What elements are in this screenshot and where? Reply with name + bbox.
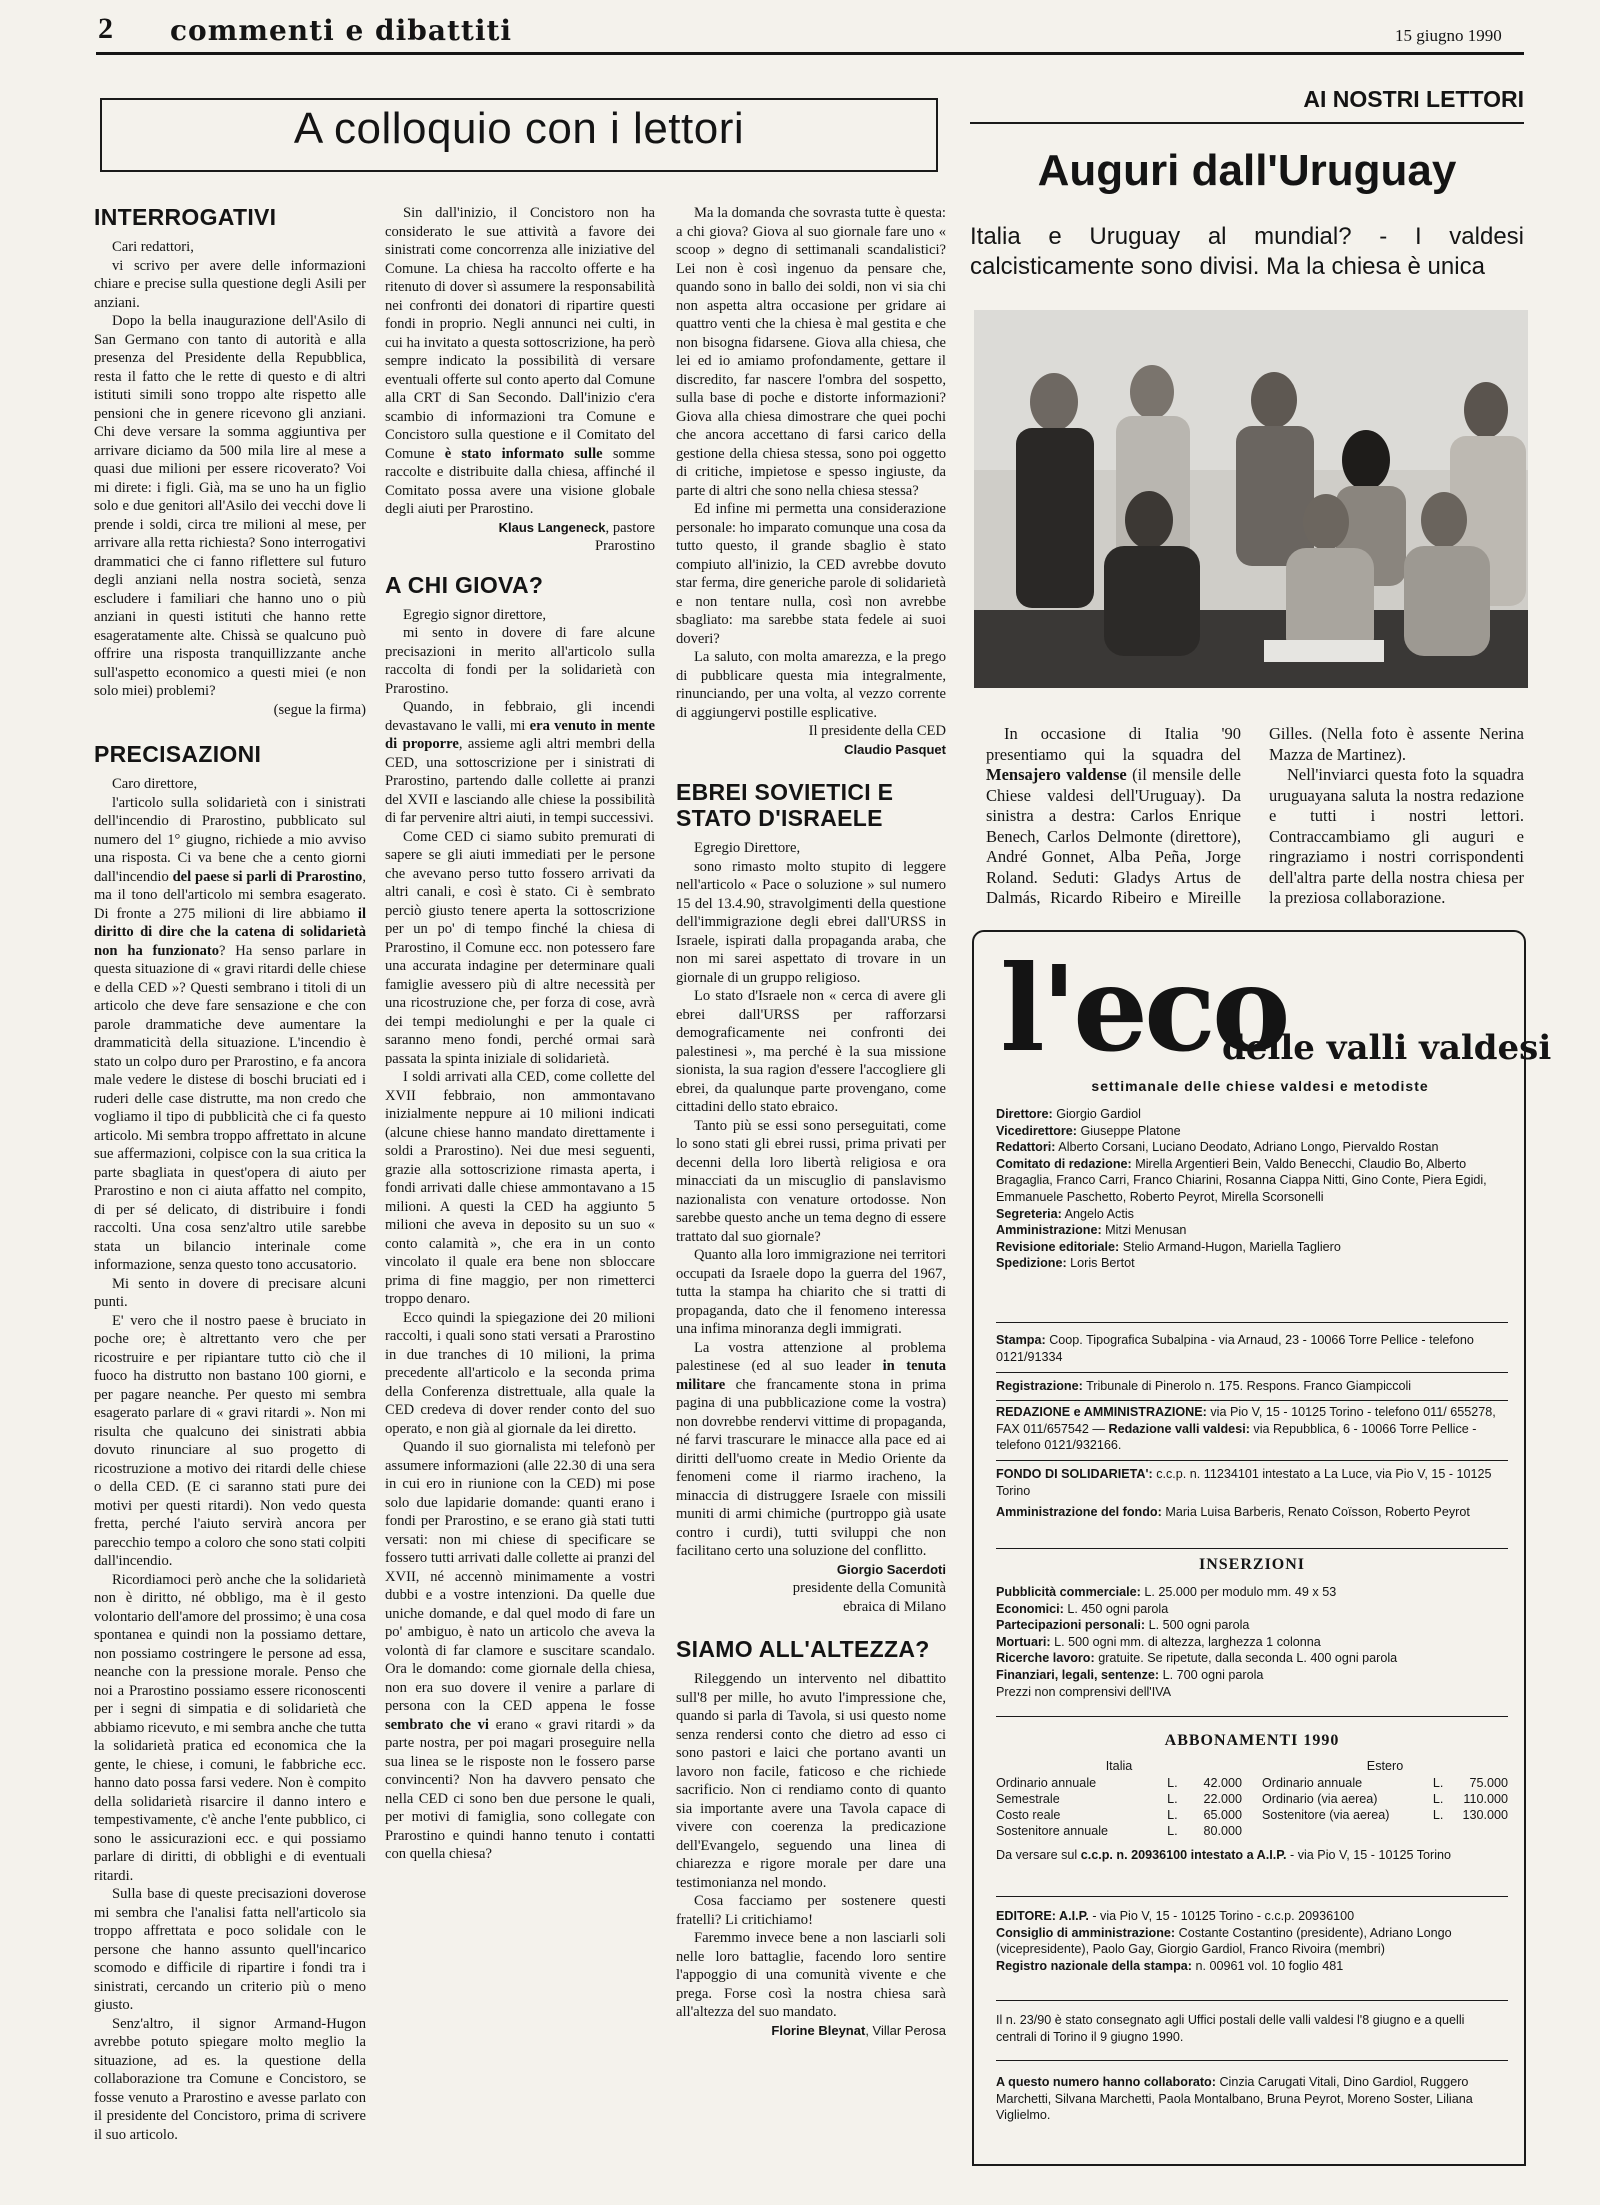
eco-logo-subtitle: delle valli valdesi — [1222, 1028, 1552, 1068]
paragraph: Ricordiamoci però anche che la solidarietà non è diritto, né obbligo, ma è il gesto volontario dell'amore del prossimo; è una cosa spontanea e quindi non la possiamo dettare, non possiamo costringere le persone ad essa, neanche con la pressione morale. Penso che noi a Prarostino possiamo essere riconoscenti per i segni di simpatia e di solidarietà che abbiamo ricevuto, e mi sembra anche che tutta la solidarietà pratica ed economica che la gente, le chiese, i comuni, le fabbriche ecc. hanno dato possa farsi vedere. Non è compito della solidarietà risarcire il danno intero e tempestivamente, c'è anche l'ente pubblico, ci sono le assicurazioni ecc. e qui possiamo parlare di diritti, di obblighi e di eventuali ritardi. — [94, 1571, 366, 1884]
text-run: ? Ha senso parlare in questa situazione di « gravi ritardi delle chiese e della CED »? Questi sembrano i titoli di un articolo che deve fare sensazione e che con parole drammatiche deve aumentare la drammaticità della situazione. L'incendio è stato un colpo duro per Prarostino, e fa ancora male vedere le distese di boschi bruciati ed i ruderi delle case distrutte, ma non credo che vogliamo il tipo di pubblicità che ci fa questo articolo. Mi sembra troppo affrettato in alcune sue affermazioni, colpisce con la sua critica la parte sbagliata in quest'opera di aiuto per Prarostino e non ci aiuta affatto nel compito, di per sé delicato, di distribuire i fondi raccolti. Una cosa senz'altro utile sarebbe stata un bilancio interinale come informazione, senza questo tono accusatorio. — [94, 942, 366, 1273]
section-rule — [970, 122, 1524, 124]
registrazione-label: Registrazione: — [996, 1379, 1083, 1393]
stampa-row — [996, 1332, 1508, 1365]
inserzione-label: Mortuari: — [996, 1634, 1051, 1649]
text-run: (il mensile delle Chiese valdesi dell'Uruguay). Da sinistra a destra: Carlos Enrique Benech, Carlos Delmonte (direttore), André Gonnet, Alba Peña, Jorge Roland. Seduti: Gladys Artus de Dalmás, Ricardo Ribeiro e Mireille Gilles. (Nella foto è assente Nerina Mazza de Martinez). — [986, 724, 1524, 907]
registrazione-row — [996, 1378, 1508, 1395]
inserzione-label: Pubblicità commerciale: — [996, 1585, 1141, 1599]
collab-row — [996, 2074, 1508, 2124]
inserzione-label: Economici: — [996, 1601, 1064, 1616]
table-row — [1262, 1807, 1508, 1823]
staff-label: Amministrazione: — [996, 1223, 1102, 1238]
inserzione-value: L. 25.000 per modulo mm. 49 x 53 — [1144, 1585, 1337, 1599]
estero-table — [1262, 1775, 1508, 1823]
bold-run: era venuto in mente di proporre — [385, 717, 655, 752]
redazione-valli-value: via Repubblica, 6 - 10066 Torre Pellice - telefono 0121/932166. — [996, 1421, 1477, 1453]
bold-run: sembrato che vi — [385, 1716, 489, 1733]
fondo-info — [996, 1466, 1508, 1521]
inserzione-label: Ricerche lavoro: — [996, 1651, 1095, 1666]
divider — [996, 2000, 1508, 2001]
registro-value: n. 00961 vol. 10 foglio 481 — [1195, 1958, 1344, 1973]
staff-row — [996, 1206, 1508, 1223]
print-info — [996, 1332, 1508, 1365]
staff-value: Alberto Corsani, Luciano Deodato, Adriano Longo, Piervaldo Rostan — [1058, 1140, 1439, 1155]
divider — [996, 1372, 1508, 1373]
paragraph: I soldi arrivati alla CED, come collette del XVII febbraio, non ammontavano inizialmente neppure ai 10 milioni indicati (alcune chiese hanno mandato direttamente i soldi a Prarostino). Nei due mesi seguenti, grazie alla sottoscrizione rimasta aperta, i fondi arrivati dalle chiese ammontavano a 15 milioni. A questi la CED ha aggiunto 5 milioni che aveva in deposito su un suo « conto calamità », che era in un conto vincolato il quale era bene non sbloccare prima di fine maggio, per non rimetterci troppo denaro. — [385, 1069, 655, 1307]
inserzioni-list — [996, 1584, 1508, 1700]
versare-note — [996, 1847, 1508, 1864]
registrazione-value: Tribunale di Pinerolo n. 175. Respons. Franco Giampiccoli — [1086, 1379, 1412, 1393]
consiglio-label: Consiglio di amministrazione: — [996, 1925, 1176, 1940]
abb-label: Ordinario (via aerea) — [1262, 1791, 1378, 1806]
bold-run: c.c.p. n. 20936100 intestato a A.I.P. — [1080, 1847, 1287, 1862]
editore-value: - via Pio V, 15 - 10125 Torino - c.c.p. 20936100 — [1088, 1909, 1355, 1923]
section-label: AI NOSTRI LETTORI — [1303, 86, 1524, 112]
divider — [996, 1460, 1508, 1461]
group-photo — [974, 310, 1528, 688]
paragraph: Senz'altro, il signor Armand-Hugon avrebbe potuto spiegare molto meglio la situazione, ad es. la questione della collaborazione tra Comune e Concistoro, se fosse venuto a Prarostino e avesse parlato con il presidente del Concistoro, prima di scrivere il suo articolo. — [94, 2015, 366, 2143]
registro-label: Registro nazionale della stampa: — [996, 1958, 1192, 1973]
signer-place: , Villar Perosa — [865, 2022, 946, 2038]
text-run: Quando, in febbraio, gli incendi devastavano le valli, mi — [385, 699, 655, 734]
abb-label: Costo reale — [996, 1807, 1061, 1822]
abb-label: Sostenitore annuale — [996, 1823, 1109, 1838]
abb-currency: L. — [1432, 1807, 1444, 1822]
inserzione-row — [996, 1667, 1508, 1684]
paragraph: E' vero che il nostro paese è bruciato in poche ore; è altrettanto vero che per ricostruire e per ripiantare tutto ciò che il fuoco ha distrutto non bastano 100 giorni, e per pagare neanche. Per questo mi sembra esagerato parlare di « gravi ritardi ». Non mi risulta che qualcuno dei sinistrati abbia dovuto rinunciare al suo progetto di ricostruzione a motivo dei ritardi delle chiese o della CED. (E ci saranno stati pure dei motivi per questi ritardi). Non vedo questa fretta, perché l'aiuto servirà ancora per parecchio tempo a coloro che sono stati colpiti dall'incendio. — [94, 1312, 366, 1569]
abb-currency: L. — [1167, 1807, 1178, 1822]
paragraph — [385, 1438, 655, 1864]
issue-note — [996, 2012, 1508, 2045]
paragraph: Rileggendo un intervento nel dibattito sull'8 per mille, ho avuto l'impressione che, quando si parla di Tavola, si usi questo nome senza rendersi conto che dietro ad esso ci sono pastori e laici che portano avanti un lavoro non facile, faticoso e che richiede sacrificio. Non ci rendiamo conto di quanto sia importante avere una Tavola capace di vivere con coerenza la predicazione dell'Evangelo, seguendo una linea di chiarezza e rigore morale per dare una testimonianza nel mondo. — [676, 1671, 946, 1891]
paragraph: Lo stato d'Israele non « cerca di avere gli ebrei dall'URSS per rafforzarsi demograficamente nei confronti dei palestinesi », ma perché è la sua missione sionista, la sua ragion d'essere l'accogliere gli ebrei, da qualunque parte provengano, come cittadini dello stato ebraico. — [676, 988, 946, 1115]
bold-run: è stato informato sulle — [444, 445, 603, 462]
signer-name: Giorgio Sacerdoti — [836, 1561, 946, 1577]
collaborators — [996, 2074, 1508, 2124]
paragraph: Tanto più se essi sono perseguitati, come lo sono stati gli ebrei russi, prima privati per decenni della loro libertà religiosa e ora minacciati da un miscuglio di panslavismo nazionalista con venature ortodosse. Non sarebbe questo anche un tema degno di essere trattato dal suo giornale? — [676, 1117, 946, 1245]
paragraph: Come CED ci siamo subito premurati di sapere se gli aiuti immediati per le persone che avevano perso tutto fossero arrivati da altri canali, e così è stato. Ci è sembrato perciò giusto tenere aperta la sottoscrizione per un po' di tempo finché la chiesa di Prarostino, il Comune ecc. non potessero fare una accurata indagine per determinare quali famiglie avessero più di altre necessità per una ricostruzione che, per forza di cose, avrà dei tempi mediolunghi e per la quale ci saranno meno fondi, perché ormai sarà passata la spinta iniziale di solidarietà. — [385, 828, 655, 1067]
caption-paragraph: Nell'inviarci questa foto la squadra uruguayana saluta la nostra redazione e tutti i nostri lettori. Contraccambiamo gli auguri e ringraziamo i nostri corrispondenti dell'altra parte della nostra chiesa per la preziosa collaborazione. — [1269, 765, 1524, 907]
staff-row — [996, 1123, 1508, 1140]
inserzione-row — [996, 1584, 1508, 1601]
staff-value: Mitzi Menusan — [1105, 1223, 1187, 1238]
abb-value: 65.000 — [1203, 1807, 1242, 1822]
signer-role: presidente della Comunità — [792, 1580, 946, 1596]
paragraph: La saluto, con molta amarezza, e la prego di pubblicare questa mia integralmente, rinunciando, per una volta, al vezzo corrente di aggiungervi postille esplicative. — [676, 649, 946, 721]
abb-currency: L. — [1167, 1823, 1178, 1838]
abb-value: 110.000 — [1463, 1791, 1508, 1806]
paragraph: Ed infine mi permetta una considerazione personale: ho imparato comunque una cosa da tutto questo, il grande sbaglio è stato compiuto all'inizio, la CED avrebbe dovuto star ferma, dire generiche parole di solidarietà e non tentare nulla, così non avrebbe sbagliato: ma sarebbe stata fedele ai suoi doveri? — [676, 501, 946, 647]
staff-row — [996, 1156, 1508, 1206]
amm-fondo-value: Maria Luisa Barberis, Renato Coïsson, Roberto Peyrot — [1165, 1505, 1470, 1520]
column-1 — [94, 204, 366, 2164]
italia-table — [996, 1775, 1242, 1839]
abbonamenti-table — [996, 1758, 1508, 1863]
inserzione-value: L. 450 ogni parola — [1067, 1601, 1169, 1616]
divider — [996, 1400, 1508, 1401]
staff-label: Redattori: — [996, 1140, 1056, 1155]
staff-label: Segreteria: — [996, 1206, 1062, 1221]
bold-run: il diritto di dire che la catena di solidarietà non ha funzionato — [94, 905, 366, 959]
paragraph: Dopo la bella inaugurazione dell'Asilo di San Germano con tanto di autorità e alla presenza del Presidente della Repubblica, resta il fatto che le rette di questo e di altri istituti simili sono troppo alte rispetto alle pensioni che in genere ricevono gli anziani. Chi deve versare la somma aggiuntiva per arrivare diciamo da 500 mila lire al mese a quasi due milioni per essere ricoverato? Voi mi direte: i figli. Già, ma se uno ha un figlio solo e due genitori all'Asilo dei vecchi dove li prende i soldi, circa tre milioni al mese, per arrivare alla retta richiesta? Sono interrogativi drammatici che ci fanno riflettere sul futuro degli anziani nella nostra società, senza escludere i familiari che hanno uno o più anziani in questi istituti che hanno rette esageratamente alte. Chissà se qualcuno può offrire una risposta tranquillizzante anche sull'aspetto economico a questi miei (e non solo miei) problemi? — [94, 313, 366, 699]
paragraph: Ecco quindi la spiegazione dei 20 milioni raccolti, i quali sono stati versati a Prarostino in due tranches di 10 milioni, la prima precedente all'articolo e la seconda prima della Conferenza distrettuale, alla quale la CED credeva di dover render conto del suo operato, e non già al giornale da lei diretto. — [385, 1309, 655, 1437]
signer-name: Claudio Pasquet — [844, 741, 946, 757]
signer-role: ebraica di Milano — [843, 1598, 946, 1615]
paragraph: Egregio signor direttore, — [403, 606, 547, 623]
divider — [996, 1548, 1508, 1549]
italia-label: Italia — [1105, 1759, 1133, 1773]
text-run: Da versare sul — [996, 1847, 1081, 1862]
inserzione-value: L. 700 ogni parola — [1162, 1667, 1264, 1682]
inserzione-row — [996, 1634, 1508, 1651]
eco-tagline: settimanale delle chiese valdesi e metodiste — [1091, 1078, 1429, 1094]
text-run: , assieme agli altri membri della CED, una sottoscrizione per i sinistrati di Prarostino, partendo dalle collette ai pranzi del XVII e lasciando alle chiese la possibilità di far pervenire altri aiuti, in tempi successivi. — [385, 736, 655, 826]
abb-label: Ordinario annuale — [1262, 1775, 1363, 1790]
table-row — [996, 1823, 1242, 1839]
registro-row — [996, 1958, 1508, 1975]
headline-precisazioni: PRECISAZIONI — [94, 741, 262, 767]
signature-note: (segue la firma) — [273, 701, 366, 718]
abb-value: 42.000 — [1203, 1775, 1242, 1790]
staff-label: Spedizione: — [996, 1256, 1067, 1271]
signer-place: Prarostino — [595, 538, 655, 554]
staff-value: Giuseppe Platone — [1080, 1123, 1181, 1138]
redazione-row — [996, 1404, 1508, 1454]
paragraph: Quanto alla loro immigrazione nei territori occupati da Israele dopo la guerra del 1967, tutta la stampa ha chiarito che si tratti di propaganda, dato che il fenomeno interessa una infima minoranza degli immigrati. — [676, 1247, 946, 1337]
inserzione-value: L. 500 ogni mm. di altezza, larghezza 1 colonna — [1054, 1634, 1321, 1649]
article-subtitle: Italia e Uruguay al mundial? - I valdesi calcisticamente sono divisi. Ma la chiesa è unica — [970, 223, 1524, 280]
text-run: Quando il suo giornalista mi telefonò per assumere informazioni (alle 22.30 di una sera in cui ero in riunione con la CED) mi pose solo due lapidarie domande: quanti erano i fondi per Prarostino, e se erano già stati tutti versati: non mi chiese di specificare se fossero tutti arrivati dalle collette ai pranzi del XVII, né accennò minimamente a vostri dubbi e a vostre intenzioni. Da quelle due uniche domande, e dal quel modo di fare un po' ambiguo, è nato un articolo che aveva la volontà di far clamore e suscitare scandalo. Ora le domando: come giornale della chiesa, non era suo dovere il venire a parlare di persona con la CED appena le fosse — [385, 1439, 655, 1714]
paragraph: Mi sento in dovere di precisare alcuni punti. — [94, 1275, 366, 1310]
eco-logo: l'eco — [1000, 939, 1287, 1078]
abb-currency: L. — [1432, 1791, 1444, 1806]
text-run: Sin dall'inizio, il Concistoro non ha considerato le sue attività a favore dei sinistrati come concorrenza alle iniziative del Comune. La chiesa ha raccolto offerte e ha ritenuto di dover sì assumere la responsabilità nei confronti dei donatori di ripartire questi fondi in proprio. Negli annunci nei culti, in cui ha invitato a questa sottoscrizione, ha però sempre indicato la possibilità di versare eventuali offerte sul conto aperto dal Comune alla CRT di San Secondo. Dall'inizio c'era scambio di informazioni tra Comune e Concistoro sulla questione e il Comitato del Comune — [385, 205, 655, 462]
abb-currency: L. — [1167, 1775, 1178, 1790]
paragraph: Faremmo invece bene a non lasciarli soli nelle loro battaglie, facendo loro sentire l'appoggio di una comunità vivente e che prega. Forse così la nostra chiesa sarà all'altezza del suo mandato. — [676, 1930, 946, 2020]
inserzione-row — [996, 1601, 1508, 1618]
header-rule — [96, 52, 1524, 55]
staff-row — [996, 1239, 1508, 1256]
paragraph: vi scrivo per avere delle informazioni chiare e precise sulla questione degli Asili per anziani. — [94, 257, 366, 311]
staff-label: Direttore: — [996, 1107, 1053, 1121]
divider — [996, 1716, 1508, 1717]
divider — [996, 2060, 1508, 2061]
abb-currency: L. — [1432, 1775, 1444, 1790]
staff-value: Loris Bertot — [1070, 1256, 1135, 1271]
redazione-label: REDAZIONE e AMMINISTRAZIONE: — [996, 1405, 1207, 1419]
signer-role: , pastore — [605, 519, 655, 536]
text-run: che francamente stona in prima pagina di una pubblicazione come la vostra) non dovrebbe rendervi vittime di propaganda, né farvi trascurare le minacce alla pace ed ai diritti dell'uomo create in Medio Oriente da fenomeni come il riarmo iracheno, la minaccia di distruggere Israele con missili muniti di armi chimiche (purtroppo già usate contro i curdi), tutti sviluppi che non facilitano certo una soluzione del conflitto. — [676, 1376, 946, 1559]
abb-label: Ordinario annuale — [996, 1775, 1097, 1790]
text-run: l'articolo sulla solidarietà con i sinistrati dell'incendio di Prarostino, pubblicato sul numero del 1° giugno, richiede a mio avviso una risposta. Ci va bene che a cento giorni dall'incendio — [94, 794, 366, 885]
paragraph — [385, 698, 655, 828]
headline-a-chi-giova: A CHI GIOVA? — [385, 571, 544, 598]
paragraph: Egregio Direttore, — [694, 840, 801, 856]
fondo-value: c.c.p. n. 11234101 intestato a La Luce, via Pio V, 15 - 10125 Torino — [996, 1467, 1492, 1498]
bold-run: Mensajero valdense — [986, 765, 1127, 784]
inserzione-row — [996, 1650, 1508, 1667]
paragraph — [94, 794, 366, 1275]
staff-value: Mirella Argentieri Bein, Valdo Benecchi, Claudio Bo, Alberto Bragaglia, Franco Carri, Franco Chiarini, Rosanna Ciappa Nitti, Gino Conte, Piera Egidi, Emmanuele Paschetto, Roberto Peyrot, Mirella Scorsonelli — [996, 1156, 1487, 1204]
paragraph: Cari redattori, — [112, 239, 194, 255]
fondo-row — [996, 1466, 1508, 1499]
paragraph — [385, 204, 655, 519]
staff-label: Comitato di redazione: — [996, 1156, 1132, 1171]
text-run: La vostra attenzione al problema palestinese (ed al suo leader — [676, 1339, 946, 1374]
staff-row — [996, 1222, 1508, 1239]
signer-name: Klaus Langeneck — [498, 519, 606, 535]
estero-label: Estero — [1366, 1759, 1404, 1773]
staff-list — [996, 1106, 1508, 1272]
signer-role: Il presidente della CED — [808, 723, 946, 739]
signature — [676, 2022, 946, 2041]
registration-info — [996, 1378, 1508, 1395]
staff-label: Revisione editoriale: — [996, 1239, 1120, 1254]
text-run: , ma il tono dell'articolo mi sembra esagerato. Di fronte a 275 milioni di lire abbiamo — [94, 868, 366, 922]
table-row — [1262, 1775, 1508, 1791]
photo-caption — [986, 724, 1524, 909]
issue-date: 15 giugno 1990 — [1395, 26, 1502, 45]
signature — [385, 519, 655, 538]
bold-run: in tenuta militare — [676, 1358, 946, 1393]
redazione-value: via Pio V, 15 - 10125 Torino - telefono 011/ 655278, FAX 011/657542 — — [996, 1405, 1496, 1436]
editore-row — [996, 1908, 1508, 1925]
paragraph: Cosa facciamo per sostenere questi fratelli? Li critichiamo! — [676, 1893, 946, 1928]
headline-ebrei-sovietici: EBREI SOVIETICI E STATO D'ISRAELE — [676, 779, 894, 831]
section-title: commenti e dibattiti — [170, 14, 513, 47]
fondo-label: FONDO DI SOLIDARIETA': — [996, 1467, 1153, 1481]
paragraph: Sulla base di queste precisazioni doverose mi sembra che l'analisi fatta nell'articolo sia troppo affrettata e poco solidale con le persone che hanno assunto quell'incarico scomodo e difficile di ripartire i fondi tra i sinistrati, cercando un criterio più o meno giusto. — [94, 1886, 366, 2013]
abb-value: 80.000 — [1203, 1823, 1242, 1838]
divider — [996, 1322, 1508, 1323]
paragraph: Ma la domanda che sovrasta tutte è questa: a chi giova? Giova al suo giornale fare uno « scoop » degno di settimanali scandalistici? Lei non è così ingenuo da pensare che, quando sono in ballo dei soldi, non vi sia chi non aspetta altra occasione per gridare ai quattro venti che la chiesa è mal gestita e che non bisogna fidarsene. Giova alla chiesa, che lei ed io amiamo profondamente, gettare il discredito, far nascere l'ombra del sospetto, sulla base di poche e distorte informazioni? Giova alla chiesa dimostrare che quei pochi che ancora accettano di farsi carico della gestione della chiesa stessa, sono poi oggetto di critiche, impietose e spesso ingiuste, da parte di altri che sono nella chiesa stessa? — [676, 205, 946, 499]
column-2 — [385, 204, 655, 2164]
inserzione-label: Partecipazioni personali: — [996, 1618, 1146, 1633]
page-number: 2 — [98, 12, 113, 45]
inserzioni-title: INSERZIONI — [1198, 1556, 1306, 1573]
headline-interrogativi: INTERROGATIVI — [94, 204, 277, 230]
table-row — [996, 1775, 1242, 1791]
abbonamenti-title: ABBONAMENTI 1990 — [1164, 1732, 1340, 1749]
inserzione-row — [996, 1617, 1508, 1634]
paragraph: Caro direttore, — [112, 776, 198, 792]
staff-row — [996, 1139, 1508, 1156]
paragraph — [676, 1339, 946, 1561]
abb-label: Semestrale — [996, 1791, 1060, 1806]
staff-value: Stelio Armand-Hugon, Mariella Tagliero — [1122, 1239, 1341, 1254]
inserzione-value: L. 500 ogni parola — [1148, 1618, 1250, 1633]
editore-info — [996, 1908, 1508, 1974]
staff-value: Angelo Actis — [1064, 1206, 1134, 1221]
collab-value: Cinzia Carugati Vitali, Dino Gardiol, Ruggero Marchetti, Silvana Marchetti, Paola Montalbano, Bruna Peyrot, Moreno Soster, Liliana Viglielmo. — [996, 2075, 1473, 2123]
abb-value: 22.000 — [1203, 1791, 1242, 1806]
collab-label: A questo numero hanno collaborato: — [996, 2075, 1216, 2089]
staff-row — [996, 1255, 1508, 1272]
article-title: Auguri dall'Uruguay — [1037, 146, 1457, 195]
inserzione-value: gratuite. Se ripetute, dalla seconda L. 400 ogni parola — [1098, 1651, 1398, 1666]
signer-name: Florine Bleynat — [771, 2022, 866, 2038]
staff-value: Giorgio Gardiol — [1056, 1107, 1141, 1121]
bold-run: del paese si parli di Prarostino — [172, 868, 363, 885]
staff-label: Vicedirettore: — [996, 1123, 1077, 1138]
prezzi-iva: Prezzi non comprensivi dell'IVA — [996, 1684, 1172, 1699]
stampa-label: Stampa: — [996, 1333, 1046, 1347]
text-run: somme raccolte e distribuite dalla chiesa, affinché il Comitato possa avere una visione globale degli aiuti per Prarostino. — [385, 445, 655, 517]
redazione-info — [996, 1404, 1508, 1454]
group-photo-illustration — [974, 310, 1528, 688]
lettori-title: A colloquio con i lettori — [293, 104, 745, 153]
consiglio-row — [996, 1925, 1508, 1958]
headline-siamo-all-altezza: SIAMO ALL'ALTEZZA? — [676, 1636, 930, 1662]
text-run: - via Pio V, 15 - 10125 Torino — [1286, 1847, 1452, 1862]
table-row — [996, 1807, 1242, 1823]
editore-label: EDITORE: A.I.P. — [996, 1909, 1089, 1923]
text-run: In occasione di Italia '90 presentiamo qui la squadra del — [986, 724, 1241, 764]
consiglio-value: Costante Costantino (presidente), Adriano Longo (vicepresidente), Paolo Gay, Giorgio Gardiol, Franco Rivoira (membri) — [996, 1925, 1452, 1957]
abb-currency: L. — [1167, 1791, 1178, 1806]
text-run: erano « gravi ritardi » da parte nostra, per poi magari proseguire nella sua linea se le risposte non le fossero parse convincenti? Non ha davvero pensato che nella CED ci sono ben due persone le quali, per motivi di famiglia, sono collegate con Prarostino e quindi hanno tenuto i contatti con quella chiesa? — [385, 1716, 655, 1862]
abb-value: 75.000 — [1469, 1775, 1508, 1790]
column-3 — [676, 204, 946, 2164]
table-row — [996, 1791, 1242, 1807]
redazione-valli-label: Redazione valli valdesi: — [1108, 1421, 1250, 1436]
inserzione-label: Finanziari, legali, sentenze: — [996, 1667, 1160, 1682]
numero-note: Il n. 23/90 è stato consegnato agli Uffici postali delle valli valdesi l'8 giugno e a quelli centrali di Torino il 9 giugno 1990. — [996, 2013, 1465, 2044]
abb-label: Sostenitore (via aerea) — [1262, 1807, 1390, 1822]
staff-row — [996, 1106, 1508, 1123]
paragraph: sono rimasto molto stupito di leggere nell'articolo « Pace o soluzione » sul numero 15 del 13.4.90, stravolgimenti della questione dell'immigrazione degli ebrei dall'URSS in Israele, ispirati dalla propaganda araba, che non mi sarei aspettato di trovare in un giornale di un gruppo religioso. — [676, 858, 946, 986]
abb-value: 130.000 — [1462, 1807, 1508, 1822]
table-row — [1262, 1791, 1508, 1807]
divider — [996, 1896, 1508, 1897]
paragraph: mi sento in dovere di fare alcune precisazioni in merito all'articolo sulla raccolta di fondi per la solidarietà con Prarostino. — [385, 625, 655, 697]
stampa-value: Coop. Tipografica Subalpina - via Arnaud, 23 - 10066 Torre Pellice - telefono 0121/91334 — [996, 1333, 1474, 1364]
amm-fondo-row — [996, 1504, 1508, 1521]
amm-fondo-label: Amministrazione del fondo: — [996, 1505, 1162, 1520]
